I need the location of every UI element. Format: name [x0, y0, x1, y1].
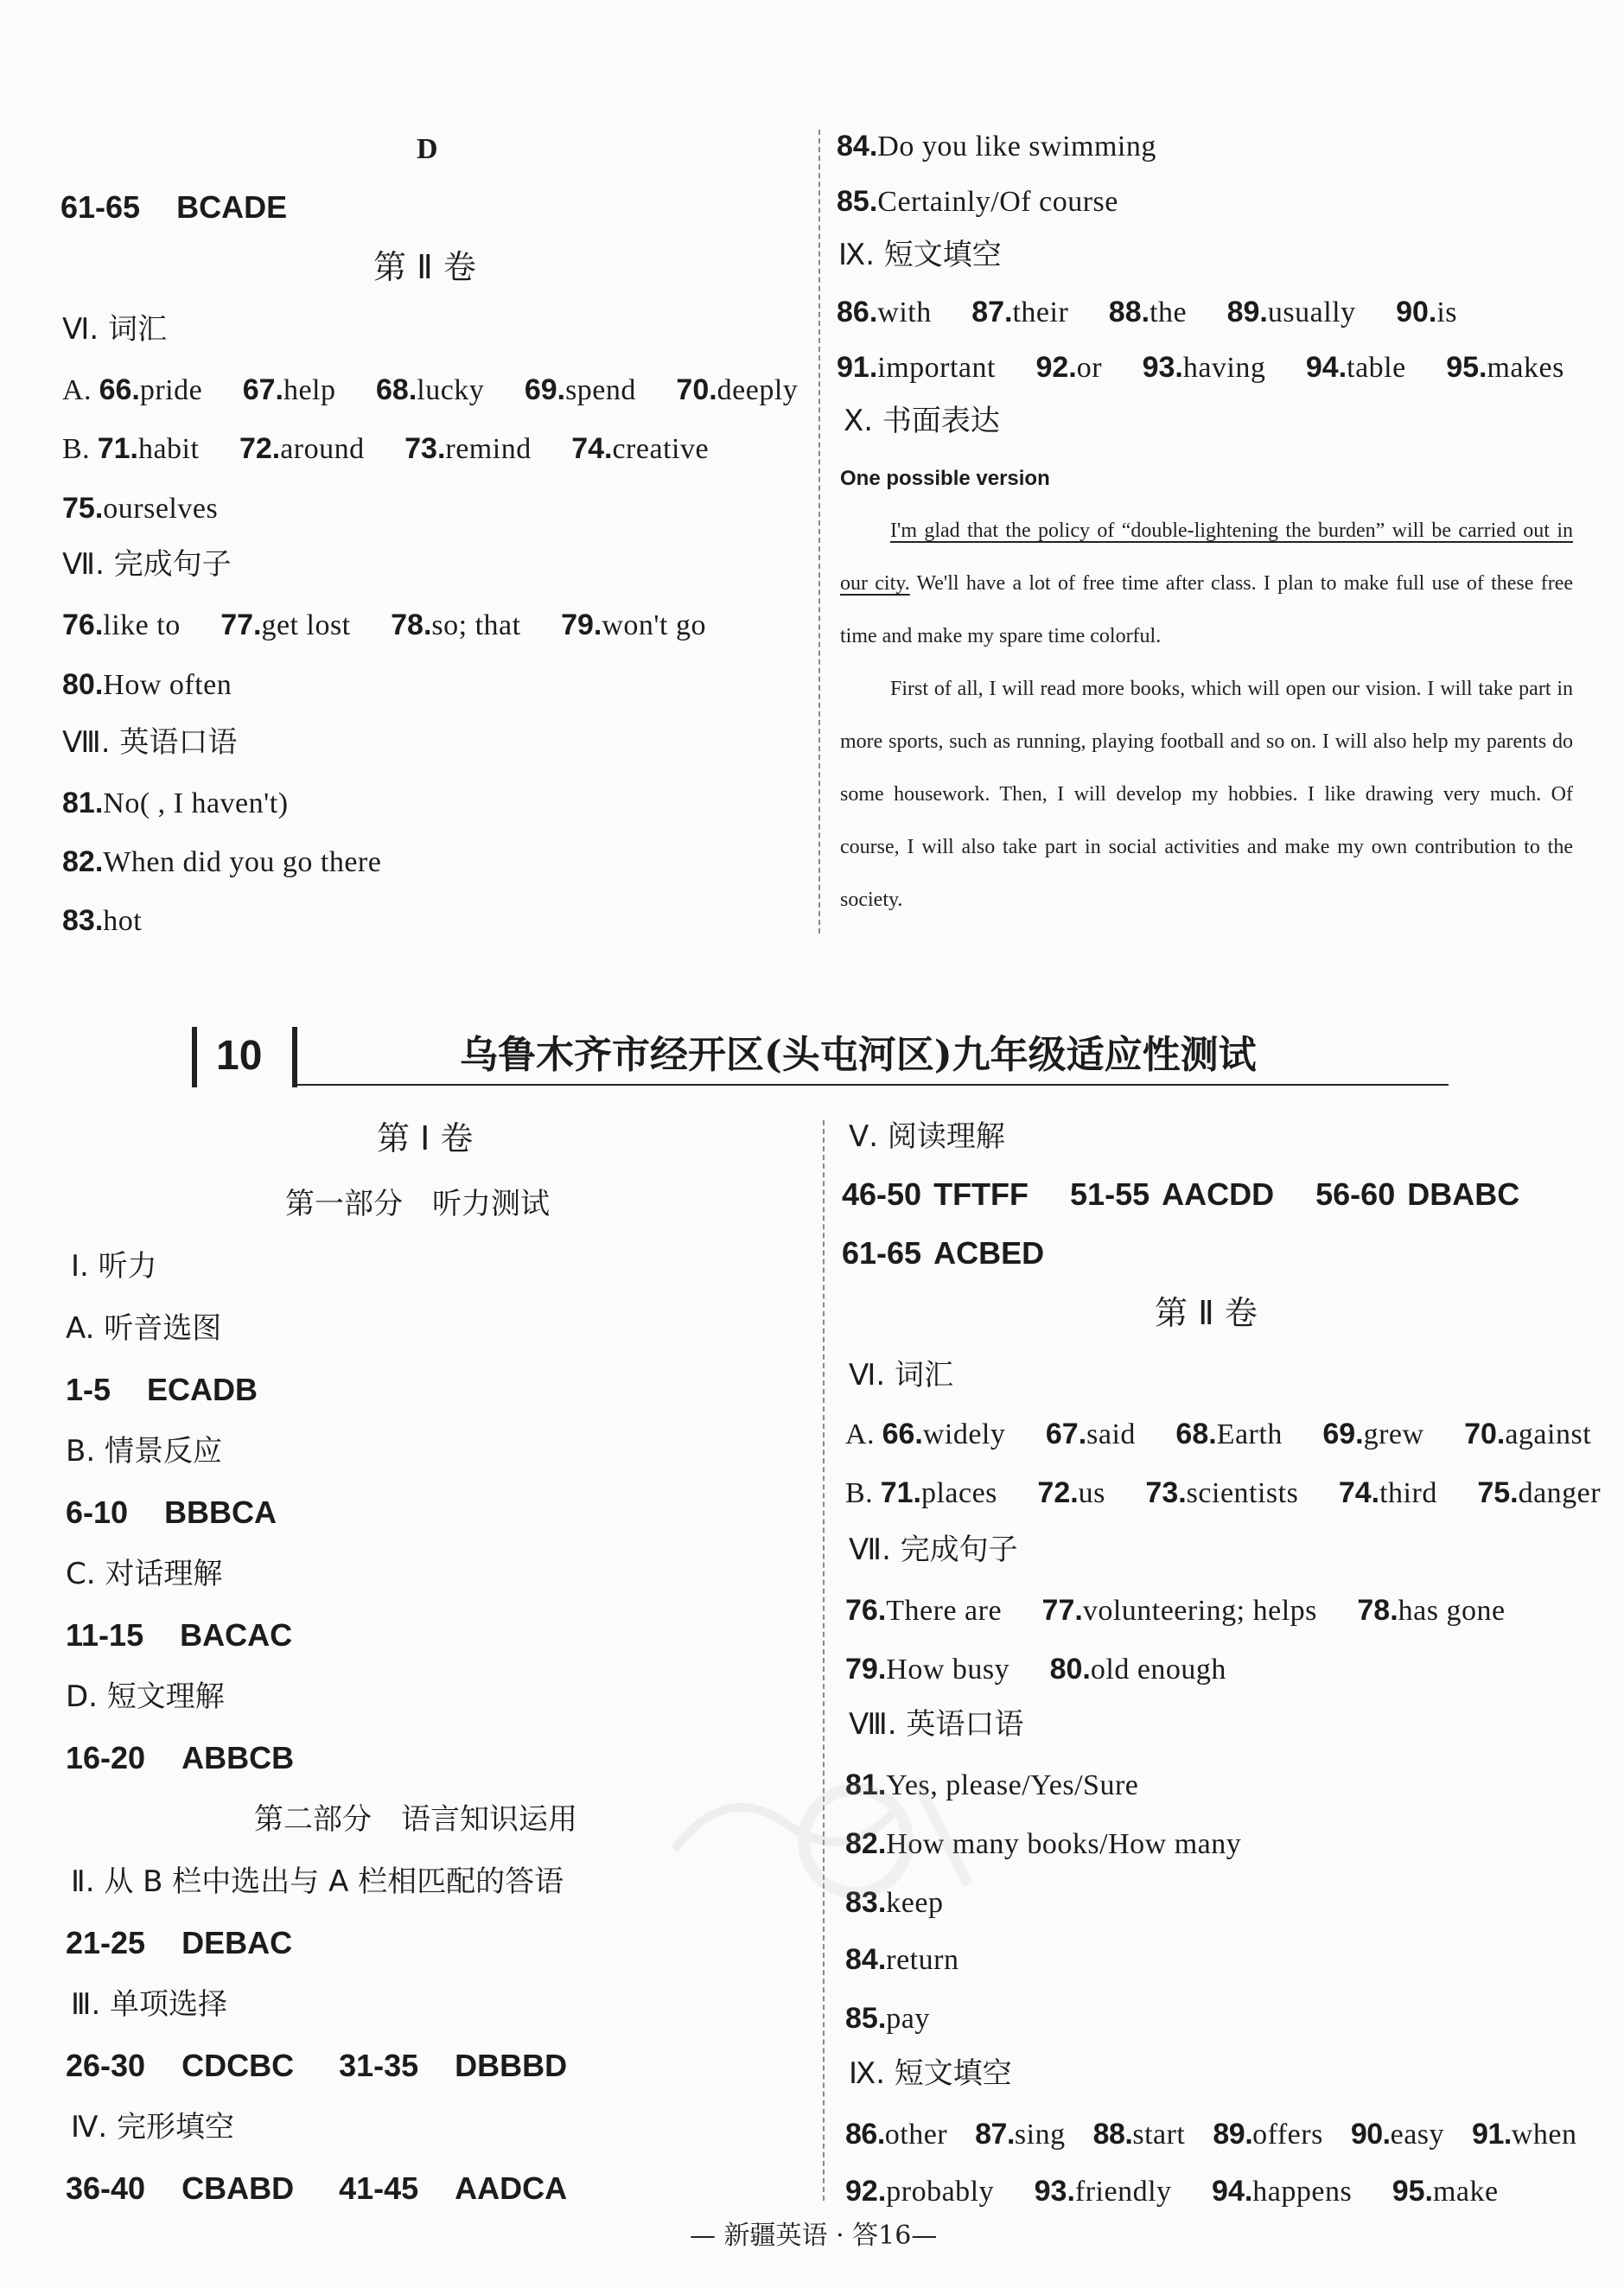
cloze-row-2: 91.important 92.or 93.having 94.table 95.makes [837, 351, 1564, 384]
section-title: 乌鲁木齐市经开区(头屯河区)九年级适应性测试 [460, 1033, 1257, 1077]
vocab-a-row-b: A. 66.widely 67.said 68.Earth 69.grew 70.against [845, 1418, 1592, 1450]
complete-row-2-b: 79.How busy 80.old enough [845, 1653, 1226, 1686]
answer-85: 85.Certainly/Of course [837, 185, 1118, 218]
complete-heading-b: Ⅶ. 完成句子 [849, 1533, 1018, 1567]
volume-1-heading: 第 Ⅰ 卷 [377, 1119, 474, 1157]
listening-heading: Ⅰ. 听力 [71, 1249, 157, 1284]
answer-82: 82.When did you go there [62, 845, 382, 878]
answer-81: 81.No( , I haven't) [62, 787, 289, 819]
answer-83: 83.hot [62, 904, 143, 937]
answer-84-b: 84.return [845, 1943, 959, 1976]
answer-80: 80.How often [62, 668, 232, 701]
part-1-heading: 第一部分 听力测试 [285, 1187, 550, 1221]
answer-key-46-60: 46-50 TFTFF 51-55 AACDD 56-60 DBABC [842, 1176, 1520, 1212]
volume-2-heading-b: 第 Ⅱ 卷 [1155, 1294, 1258, 1332]
answer-key-6-10: 6-10 BBBCA [66, 1495, 277, 1530]
answer-key-26-35: 26-30 CDCBC 31-35 DBBBD [66, 2048, 568, 2083]
matching-heading: Ⅱ. 从 B 栏中选出与 A 栏相匹配的答语 [71, 1864, 564, 1899]
section-title-underline [294, 1084, 1449, 1086]
answer-84: 84.Do you like swimming [837, 130, 1156, 163]
section-number-box: 10 [192, 1027, 297, 1087]
listening-a-heading: A. 听音选图 [66, 1311, 222, 1346]
oral-heading-b: Ⅷ. 英语口语 [849, 1707, 1024, 1742]
cloze-row-1: 86.with 87.their 88.the 89.usually 90.is [837, 296, 1458, 328]
listening-d-heading: D. 短文理解 [66, 1679, 225, 1714]
answer-83-b: 83.keep [845, 1886, 944, 1919]
answer-key-21-25: 21-25 DEBAC [66, 1925, 293, 1960]
cloze-heading-b: Ⅸ. 短文填空 [849, 2056, 1012, 2091]
page-footer: — 新疆英语 · 答16— [690, 2221, 938, 2251]
reading-heading: Ⅴ. 阅读理解 [849, 1119, 1005, 1154]
part-d-label: D [417, 133, 438, 165]
column-divider-top [818, 130, 820, 934]
vocab-b-row-b: B. 71.places 72.us 73.scientists 74.third 75.danger [845, 1476, 1602, 1509]
section-complete-heading: Ⅶ. 完成句子 [62, 547, 232, 582]
vocab-b-row: B. 71.habit 72.around 73.remind 74.creative [62, 432, 710, 465]
possible-version-label: One possible version [840, 467, 1050, 490]
model-essay: I'm glad that the policy of “double-lightening the burden” will be carried out in our city. We'll have a lot of free time after class. I plan to make full use of these free time and make my spare time colorful. First of all, I will read more books, which will open our vision. I will take part in more sports, such as running, playing football and so on. I will also help my parents do some housework. Then, I will develop my hobbies. I like drawing very much. Of course, I will also take part in social activities and make my own contribution to the society. [840, 519, 1573, 911]
vocab-a-row: A. 66.pride 67.help 68.lucky 69.spend 70.deeply [62, 373, 799, 406]
answer-key-36-45: 36-40 CBABD 41-45 AADCA [66, 2170, 568, 2206]
single-choice-heading: Ⅲ. 单项选择 [71, 1987, 228, 2022]
essay-underlined-sentence: I'm glad that the policy of “double-lightening the burden” will be carried out in our city. [840, 519, 1573, 595]
cloze-row-2-b: 92.probably 93.friendly 94.happens 95.make [845, 2175, 1499, 2208]
answer-key-61-65: 61-65 BCADE [61, 189, 288, 225]
complete-row-1-b: 76.There are 77.volunteering; helps 78.has gone [845, 1594, 1506, 1627]
section-vocab-heading: Ⅵ. 词汇 [62, 312, 167, 347]
answer-85-b: 85.pay [845, 2002, 930, 2035]
answer-key-1-5: 1-5 ECADB [66, 1372, 258, 1407]
vocab-heading-b: Ⅵ. 词汇 [849, 1358, 953, 1393]
listening-b-heading: B. 情景反应 [66, 1434, 222, 1469]
answer-key-16-20: 16-20 ABBCB [66, 1740, 295, 1775]
cloze-row-1-b: 86.other 87.sing 88.start 89.offers 90.easy 91.when [845, 2118, 1577, 2151]
section-cloze-heading: Ⅸ. 短文填空 [838, 238, 1002, 272]
section-writing-heading: Ⅹ. 书面表达 [844, 404, 1000, 438]
answer-key-61-65-b: 61-65 ACBED [842, 1235, 1045, 1271]
listening-c-heading: C. 对话理解 [66, 1557, 223, 1591]
publisher-watermark-icon [657, 1746, 985, 1919]
section-oral-heading: Ⅷ. 英语口语 [62, 725, 238, 760]
part-2-heading: 第二部分 语言知识运用 [254, 1802, 577, 1837]
volume-2-heading: 第 Ⅱ 卷 [373, 248, 476, 286]
complete-row: 76.like to 77.get lost 78.so; that 79.won't go [62, 609, 706, 641]
answer-82-b: 82.How many books/How many [845, 1827, 1242, 1860]
answer-75: 75.ourselves [62, 492, 219, 525]
column-divider-bottom [823, 1120, 825, 2201]
answer-key-11-15: 11-15 BACAC [66, 1617, 293, 1653]
answer-81-b: 81.Yes, please/Yes/Sure [845, 1769, 1139, 1801]
cloze-test-heading: Ⅳ. 完形填空 [71, 2110, 234, 2145]
